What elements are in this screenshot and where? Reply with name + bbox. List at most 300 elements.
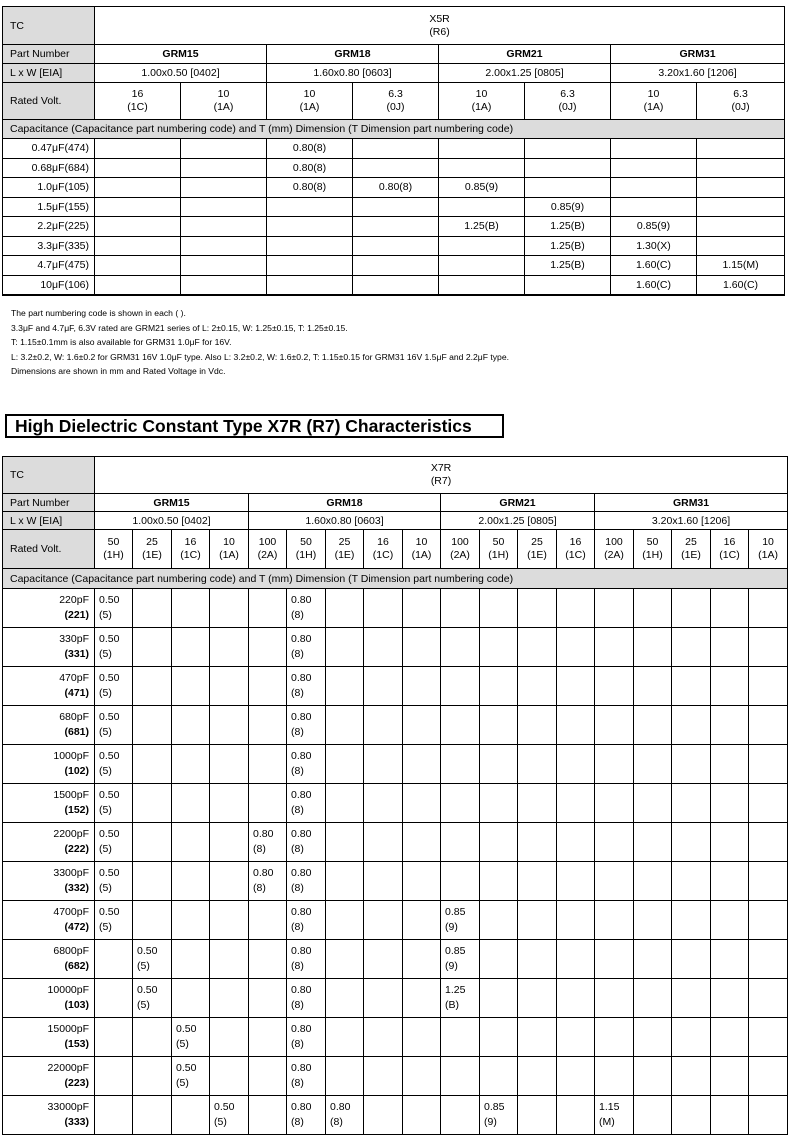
- dimension-code: (8): [291, 1038, 304, 1050]
- dimension-cell: [595, 1057, 634, 1096]
- capacitance-cell: [3, 236, 95, 256]
- volt-code: (1C): [372, 549, 394, 561]
- capacitance-value: 22000pF: [47, 1062, 89, 1074]
- capacitance-cell: [3, 901, 95, 940]
- size-grm18: 1.60x0.80 [0603]: [249, 512, 441, 530]
- capacitance-value: 680pF: [59, 711, 89, 723]
- dimension-cell: [364, 745, 403, 784]
- dimension-cell: 1.25(B): [525, 236, 611, 256]
- capacitance-code: (221): [64, 609, 89, 621]
- dimension-cell: [210, 940, 249, 979]
- part-number-grm15: GRM15: [95, 494, 249, 512]
- part-number-label: Part Number: [3, 494, 95, 512]
- volt-code: (2A): [604, 549, 624, 561]
- dimension-cell: [287, 1096, 326, 1135]
- dimension-cell: [172, 706, 210, 745]
- dimension-cell: 1.60(C): [611, 275, 697, 295]
- dimension-code: (8): [291, 687, 304, 699]
- dimension-cell: [439, 139, 525, 159]
- dimension-value: 0.80: [291, 1023, 312, 1035]
- dimension-code: (8): [253, 843, 266, 855]
- dimension-cell: 0.80(8): [267, 178, 353, 198]
- size-label: L x W [EIA]: [3, 512, 95, 530]
- size-label: L x W [EIA]: [3, 64, 95, 83]
- dimension-cell: [95, 940, 133, 979]
- dimension-code: (8): [291, 843, 304, 855]
- x5r-table-body: [3, 139, 785, 295]
- dimension-cell: [480, 940, 518, 979]
- dimension-cell: [403, 667, 441, 706]
- dimension-cell: [749, 706, 788, 745]
- rated-volt-cell: [611, 83, 697, 120]
- dimension-cell: [595, 823, 634, 862]
- table-row: [3, 667, 788, 706]
- volt-value: 50: [646, 536, 659, 548]
- rated-volt-cell: [287, 530, 326, 569]
- volt-code: (1A): [643, 101, 664, 113]
- dimension-cell: [133, 706, 172, 745]
- dimension-cell: [287, 784, 326, 823]
- dimension-cell: [353, 197, 439, 217]
- rated-volt-cell: [364, 530, 403, 569]
- dimension-cell: [480, 1096, 518, 1135]
- tc-label: TC: [3, 457, 95, 494]
- dimension-cell: [441, 667, 480, 706]
- dimension-cell: [749, 784, 788, 823]
- dimension-cell: [634, 862, 672, 901]
- dimension-cell: [267, 197, 353, 217]
- dimension-cell: [611, 139, 697, 159]
- note-line: Dimensions are shown in mm and Rated Voltage in Vdc.: [11, 366, 226, 376]
- dimension-cell: [441, 589, 480, 628]
- dimension-cell: [326, 589, 364, 628]
- dimension-cell: [403, 706, 441, 745]
- dimension-cell: [181, 178, 267, 198]
- dimension-cell: [634, 1096, 672, 1135]
- dimension-cell: 1.15(M): [697, 256, 785, 276]
- dimension-cell: [210, 1096, 249, 1135]
- volt-code: (1C): [565, 549, 586, 561]
- dimension-cell: [595, 589, 634, 628]
- table-row: [3, 275, 785, 295]
- section-title: High Dielectric Constant Type X7R (R7) Characteristics: [5, 414, 504, 438]
- dimension-value: 0.50: [99, 867, 120, 879]
- dimension-cell: [95, 979, 133, 1018]
- capacitance-code: (682): [64, 960, 89, 972]
- dimension-code: (5): [99, 609, 112, 621]
- dimension-value: 0.50: [137, 984, 158, 996]
- volt-value: 10: [217, 88, 230, 100]
- volt-code: (1C): [719, 549, 740, 561]
- part-number-grm15: GRM15: [95, 45, 267, 64]
- dimension-cell: [672, 1018, 711, 1057]
- dimension-cell: [95, 139, 181, 159]
- dimension-cell: [595, 901, 634, 940]
- dimension-cell: [749, 1018, 788, 1057]
- dimension-cell: [611, 178, 697, 198]
- dimension-cell: [403, 823, 441, 862]
- dimension-cell: [364, 589, 403, 628]
- tc-value-line2: (R6): [429, 25, 450, 38]
- dimension-cell: [672, 901, 711, 940]
- dimension-cell: [518, 862, 557, 901]
- dimension-cell: [210, 901, 249, 940]
- dimension-code: (5): [99, 882, 112, 894]
- table-row: [3, 979, 788, 1018]
- dimension-value: 0.80: [291, 1062, 312, 1074]
- dimension-cell: [403, 940, 441, 979]
- rated-volt-row: [3, 530, 788, 569]
- notes: [11, 306, 509, 379]
- volt-code: (1E): [527, 549, 547, 561]
- dimension-value: 0.80: [330, 1101, 351, 1113]
- dimension-cell: [634, 706, 672, 745]
- dimension-cell: [518, 940, 557, 979]
- dimension-cell: [557, 901, 595, 940]
- volt-code: (0J): [731, 101, 750, 113]
- part-number-grm18: GRM18: [267, 45, 439, 64]
- dimension-value: 0.50: [99, 633, 120, 645]
- table-row: [3, 217, 785, 237]
- dimension-cell: [95, 628, 133, 667]
- dimension-cell: [525, 158, 611, 178]
- dimension-code: (5): [99, 804, 112, 816]
- volt-code: (1C): [180, 549, 201, 561]
- dimension-cell: [210, 1018, 249, 1057]
- dimension-value: 0.50: [99, 594, 120, 606]
- volt-code: (1H): [103, 549, 124, 561]
- dimension-value: 0.80: [291, 1101, 312, 1113]
- dimension-cell: [326, 784, 364, 823]
- rated-volt-cell: [480, 530, 518, 569]
- dimension-cell: [518, 1096, 557, 1135]
- table-row: [3, 628, 788, 667]
- dimension-cell: [181, 275, 267, 295]
- dimension-code: (8): [291, 648, 304, 660]
- dimension-cell: [95, 1096, 133, 1135]
- rated-volt-cell: [210, 530, 249, 569]
- dimension-cell: [172, 823, 210, 862]
- volt-code: (1E): [334, 549, 355, 561]
- dimension-cell: [364, 667, 403, 706]
- capacitance-cell: [3, 862, 95, 901]
- dimension-cell: [210, 745, 249, 784]
- dimension-cell: [595, 628, 634, 667]
- dimension-cell: [95, 275, 181, 295]
- dimension-cell: [595, 784, 634, 823]
- dimension-cell: [172, 1018, 210, 1057]
- dimension-value: 1.15: [599, 1101, 620, 1113]
- dimension-cell: [364, 823, 403, 862]
- rated-volt-cell: [711, 530, 749, 569]
- capacitance-value: 0.68μF: [31, 161, 65, 174]
- capacitance-cell: [3, 706, 95, 745]
- dimension-cell: [480, 1018, 518, 1057]
- dimension-cell: [518, 667, 557, 706]
- dimension-cell: [595, 862, 634, 901]
- table-row: [3, 158, 785, 178]
- dimension-cell: [557, 1057, 595, 1096]
- tc-value-line1: X5R: [429, 12, 450, 25]
- dimension-cell: [326, 1018, 364, 1057]
- table-row: [3, 823, 788, 862]
- dimension-code: (9): [445, 960, 458, 972]
- dimension-cell: [749, 589, 788, 628]
- dimension-code: (5): [137, 960, 150, 972]
- tc-value-line1: X7R: [430, 462, 452, 474]
- dimension-cell: [595, 1096, 634, 1135]
- dimension-cell: 0.85(9): [611, 217, 697, 237]
- table-row: [3, 784, 788, 823]
- dimension-cell: [439, 158, 525, 178]
- dimension-code: (8): [291, 882, 304, 894]
- dimension-cell: [326, 1096, 364, 1135]
- table-row: [3, 862, 788, 901]
- dimension-cell: [249, 589, 287, 628]
- dimension-cell: [525, 178, 611, 198]
- volt-value: 25: [146, 536, 158, 548]
- dimension-code: (M): [599, 1116, 615, 1128]
- dimension-cell: [595, 706, 634, 745]
- dimension-cell: [95, 158, 181, 178]
- dimension-cell: [364, 706, 403, 745]
- dimension-cell: [133, 823, 172, 862]
- dimension-cell: [557, 628, 595, 667]
- tc-label: TC: [3, 7, 95, 45]
- dimension-cell: [287, 1018, 326, 1057]
- capacitance-value: 6800pF: [53, 945, 89, 957]
- size-grm21: 2.00x1.25 [0805]: [439, 64, 611, 83]
- size-grm31: 3.20x1.60 [1206]: [595, 512, 788, 530]
- dimension-code: (5): [99, 765, 112, 777]
- capacitance-code: (681): [64, 726, 89, 738]
- dimension-cell: [749, 1096, 788, 1135]
- dimension-cell: [672, 784, 711, 823]
- capacitance-cell: [3, 256, 95, 276]
- rated-volt-cell: [595, 530, 634, 569]
- rated-volt-cell: [672, 530, 711, 569]
- capacitance-code: (471): [64, 687, 89, 699]
- dimension-cell: [353, 217, 439, 237]
- dimension-cell: [95, 178, 181, 198]
- dimension-cell: [249, 823, 287, 862]
- dimension-cell: [181, 197, 267, 217]
- volt-value: 25: [338, 536, 351, 548]
- dimension-cell: [249, 667, 287, 706]
- dimension-cell: [133, 862, 172, 901]
- size-row: [3, 64, 785, 83]
- table-row: [3, 236, 785, 256]
- dimension-cell: [133, 1057, 172, 1096]
- volt-code: (1A): [758, 549, 778, 561]
- rated-volt-cell: [439, 83, 525, 120]
- dimension-cell: [95, 706, 133, 745]
- size-grm31: 3.20x1.60 [1206]: [611, 64, 785, 83]
- dimension-value: 0.80: [291, 594, 312, 606]
- rated-volt-cell: [749, 530, 788, 569]
- part-number-row: [3, 45, 785, 64]
- dimension-code: (8): [291, 726, 304, 738]
- part-number-grm31: GRM31: [611, 45, 785, 64]
- dimension-cell: [480, 901, 518, 940]
- rated-volt-cell: [634, 530, 672, 569]
- note-line: The part numbering code is shown in each ( ).: [11, 308, 186, 318]
- dimension-cell: [749, 1057, 788, 1096]
- dimension-cell: [210, 706, 249, 745]
- volt-code: (0J): [386, 101, 405, 113]
- volt-value: 10: [475, 88, 488, 100]
- note-line: L: 3.2±0.2, W: 1.6±0.2 for GRM31 16V 1.0μF type. Also L: 3.2±0.2, W: 1.6±0.2, T: 1.15±0.15 for GRM31 16V 1.5μF and 2.2μF type.: [11, 351, 509, 362]
- note-line: 3.3μF and 4.7μF, 6.3V rated are GRM21 series of L: 2±0.15, W: 1.25±0.15, T: 1.25±0.15.: [11, 322, 348, 333]
- capacitance-code: (684): [64, 161, 89, 174]
- dimension-cell: [287, 745, 326, 784]
- dimension-value: 0.50: [214, 1101, 235, 1113]
- volt-value: 50: [492, 536, 505, 548]
- dimension-cell: [518, 628, 557, 667]
- dimension-cell: [267, 217, 353, 237]
- dimension-cell: [480, 862, 518, 901]
- part-number-grm21: GRM21: [441, 494, 595, 512]
- dimension-cell: [249, 901, 287, 940]
- dimension-value: 0.85: [445, 906, 466, 918]
- rated-volt-cell: [95, 530, 133, 569]
- dimension-cell: [518, 745, 557, 784]
- dimension-cell: [439, 236, 525, 256]
- dimension-cell: [403, 862, 441, 901]
- dimension-cell: [480, 823, 518, 862]
- dimension-cell: [634, 589, 672, 628]
- note-line: T: 1.15±0.1mm is also available for GRM31 1.0μF for 16V.: [11, 337, 232, 347]
- dimension-cell: [480, 745, 518, 784]
- x5r-table: [2, 6, 785, 296]
- dimension-cell: [326, 1057, 364, 1096]
- dimension-cell: [287, 706, 326, 745]
- dimension-cell: [133, 745, 172, 784]
- dimension-cell: [95, 589, 133, 628]
- dimension-cell: [267, 256, 353, 276]
- dimension-cell: [557, 667, 595, 706]
- dimension-cell: [697, 217, 785, 237]
- capacitance-value: 1500pF: [53, 789, 89, 801]
- volt-value: 100: [451, 536, 469, 548]
- dimension-cell: [326, 862, 364, 901]
- dimension-cell: [439, 197, 525, 217]
- dimension-code: (8): [291, 609, 304, 621]
- dimension-code: (5): [99, 726, 112, 738]
- capacitance-cell: [3, 217, 95, 237]
- volt-code: (1H): [642, 549, 663, 561]
- dimension-code: (5): [214, 1116, 227, 1128]
- dimension-cell: [441, 940, 480, 979]
- tc-value-line2: (R7): [430, 475, 452, 487]
- dimension-cell: [95, 784, 133, 823]
- dimension-cell: [267, 275, 353, 295]
- capacitance-cell: [3, 158, 95, 178]
- dimension-cell: [634, 628, 672, 667]
- dimension-cell: [364, 979, 403, 1018]
- dimension-cell: [95, 901, 133, 940]
- dimension-cell: [711, 706, 749, 745]
- dimension-cell: [364, 1096, 403, 1135]
- dimension-cell: [711, 940, 749, 979]
- dimension-cell: [749, 979, 788, 1018]
- dimension-cell: [249, 706, 287, 745]
- dimension-cell: 0.80(8): [267, 158, 353, 178]
- rated-volt-cell: [267, 83, 353, 120]
- volt-value: 10: [303, 88, 316, 100]
- volt-value: 16: [723, 536, 736, 548]
- dimension-value: 0.85: [445, 945, 466, 957]
- dimension-cell: [480, 628, 518, 667]
- capacitance-cell: [3, 1096, 95, 1135]
- volt-value: 25: [531, 536, 543, 548]
- dimension-cell: [210, 784, 249, 823]
- dimension-cell: [672, 589, 711, 628]
- dimension-cell: [403, 745, 441, 784]
- dimension-cell: [172, 1096, 210, 1135]
- volt-code: (1A): [411, 549, 432, 561]
- table-row: [3, 1096, 788, 1135]
- dimension-cell: [267, 236, 353, 256]
- volt-value: 10: [415, 536, 428, 548]
- dimension-cell: [403, 628, 441, 667]
- dimension-value: 0.80: [291, 711, 312, 723]
- rated-volt-cell: [249, 530, 287, 569]
- dimension-cell: [518, 784, 557, 823]
- dimension-cell: [353, 236, 439, 256]
- dimension-cell: [711, 862, 749, 901]
- dimension-cell: [697, 178, 785, 198]
- part-number-label: Part Number: [3, 45, 95, 64]
- capacitance-value: 0.47μF: [31, 142, 65, 155]
- dimension-value: 0.80: [291, 867, 312, 879]
- dimension-cell: [711, 667, 749, 706]
- volt-code: (1A): [219, 549, 239, 561]
- dimension-cell: [249, 940, 287, 979]
- capacitance-value: 3.3μF: [37, 239, 65, 252]
- dimension-cell: [326, 901, 364, 940]
- dimension-cell: [95, 217, 181, 237]
- capacitance-code: (106): [64, 278, 89, 291]
- dimension-cell: [249, 1057, 287, 1096]
- capacitance-code: (102): [64, 765, 89, 777]
- dimension-cell: [210, 823, 249, 862]
- x7r-table: [2, 456, 788, 1135]
- dimension-cell: [95, 1018, 133, 1057]
- capacitance-cell: [3, 197, 95, 217]
- dimension-cell: [697, 139, 785, 159]
- section-header: Capacitance (Capacitance part numbering code) and T (mm) Dimension (T Dimension part numbering code): [3, 569, 788, 589]
- dimension-cell: [287, 979, 326, 1018]
- dimension-cell: [353, 275, 439, 295]
- dimension-cell: [287, 862, 326, 901]
- dimension-cell: [287, 667, 326, 706]
- rated-volt-cell: [403, 530, 441, 569]
- part-number-grm21: GRM21: [439, 45, 611, 64]
- dimension-cell: [403, 1096, 441, 1135]
- dimension-cell: 0.80(8): [267, 139, 353, 159]
- capacitance-cell: [3, 139, 95, 159]
- volt-code: (1C): [127, 101, 148, 113]
- dimension-code: (9): [445, 921, 458, 933]
- dimension-cell: [133, 667, 172, 706]
- capacitance-value: 1.5μF: [37, 200, 65, 213]
- capacitance-cell: [3, 1018, 95, 1057]
- table-row: [3, 178, 785, 198]
- size-row: [3, 512, 788, 530]
- dimension-cell: [249, 628, 287, 667]
- volt-code: (1E): [142, 549, 162, 561]
